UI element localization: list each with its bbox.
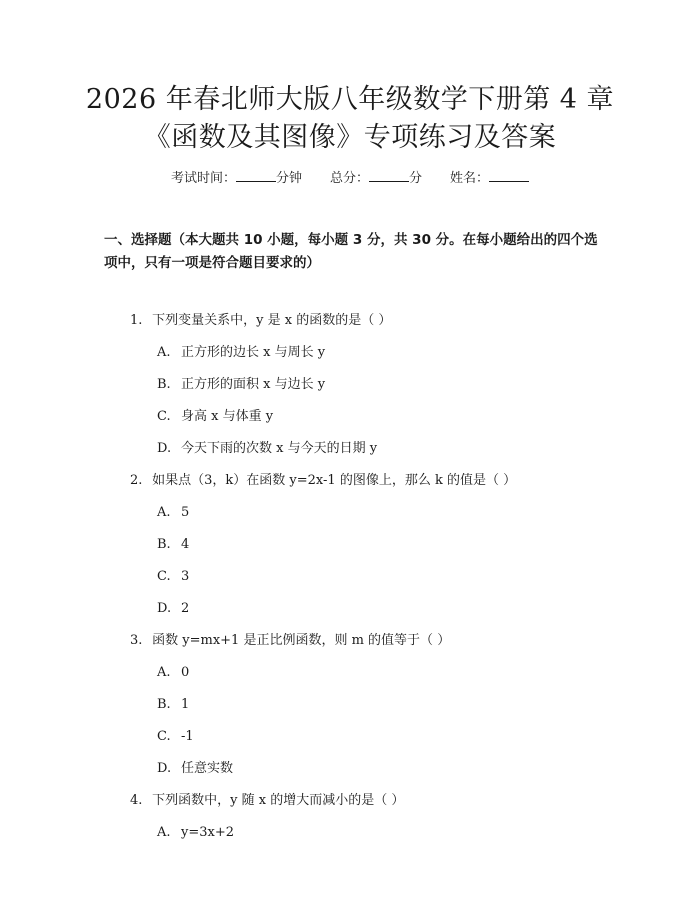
- option-3a: [157, 663, 189, 683]
- name-blank: [489, 168, 529, 182]
- option-text: -1: [181, 729, 194, 744]
- option-label: C.: [157, 569, 171, 584]
- name-label: 姓名：: [450, 171, 490, 186]
- question-number: 3.: [130, 633, 143, 648]
- question-1: [130, 311, 391, 331]
- option-2d: [157, 599, 189, 619]
- option-label: C.: [157, 729, 171, 744]
- option-text: 4: [181, 537, 190, 552]
- exam-time-field: [171, 171, 302, 186]
- question-4: [130, 791, 404, 811]
- option-text: 3: [181, 569, 190, 584]
- option-label: D.: [157, 601, 172, 616]
- option-text: y=3x+2: [181, 825, 235, 840]
- page-title-line-1: 2026 年春北师大版八年级数学下册第 4 章: [85, 84, 615, 115]
- option-label: D.: [157, 441, 172, 456]
- question-number: 4.: [130, 793, 143, 808]
- option-text: 正方形的面积 x 与边长 y: [181, 377, 326, 392]
- option-label: A.: [157, 825, 171, 840]
- option-1c: [157, 407, 273, 427]
- option-label: B.: [157, 377, 171, 392]
- option-label: A.: [157, 345, 171, 360]
- exam-time-blank: [236, 168, 276, 182]
- total-score-field: [330, 171, 422, 186]
- option-text: 今天下雨的次数 x 与今天的日期 y: [181, 441, 378, 456]
- option-text: 1: [181, 697, 190, 712]
- option-label: A.: [157, 505, 171, 520]
- option-3b: [157, 695, 189, 715]
- option-2c: [157, 567, 189, 587]
- name-field: [450, 171, 529, 186]
- question-3: [130, 631, 450, 651]
- option-1d: [157, 439, 377, 459]
- option-label: A.: [157, 665, 171, 680]
- option-3c: [157, 727, 194, 747]
- total-score-blank: [369, 168, 409, 182]
- section-heading: 一、选择题（本大题共 10 小题，每小题 3 分，共 30 分。在每小题给出的四个选项中，只有一项是符合题目要求的）: [104, 232, 598, 271]
- option-4a: [157, 823, 234, 843]
- option-2b: [157, 535, 189, 555]
- total-score-unit: 分: [409, 171, 423, 186]
- page-title-line-2: 《函数及其图像》专项练习及答案: [143, 122, 557, 153]
- option-text: 5: [181, 505, 190, 520]
- option-1b: [157, 375, 325, 395]
- question-number: 1.: [130, 313, 143, 328]
- option-3d: [157, 759, 233, 779]
- exam-time-label: 考试时间：: [170, 171, 236, 186]
- option-text: 身高 x 与体重 y: [181, 409, 274, 424]
- question-text: 下列函数中，y 随 x 的增大而减小的是（ ）: [152, 793, 405, 808]
- question-text: 函数 y=mx+1 是正比例函数，则 m 的值等于（ ）: [152, 633, 451, 648]
- question-text: 下列变量关系中，y 是 x 的函数的是（ ）: [152, 313, 392, 328]
- total-score-label: 总分：: [329, 171, 369, 186]
- option-text: 0: [181, 665, 190, 680]
- option-label: B.: [157, 537, 171, 552]
- exam-info-line: [0, 168, 700, 189]
- option-text: 2: [181, 601, 190, 616]
- option-1a: [157, 343, 325, 363]
- question-2: [130, 471, 516, 491]
- option-text: 任意实数: [181, 761, 234, 776]
- exam-time-unit: 分钟: [275, 171, 302, 186]
- option-text: 正方形的边长 x 与周长 y: [181, 345, 326, 360]
- question-number: 2.: [130, 473, 143, 488]
- option-2a: [157, 503, 189, 523]
- option-label: C.: [157, 409, 171, 424]
- question-text: 如果点（3，k）在函数 y=2x-1 的图像上，那么 k 的值是（ ）: [152, 473, 517, 488]
- option-label: B.: [157, 697, 171, 712]
- option-label: D.: [157, 761, 172, 776]
